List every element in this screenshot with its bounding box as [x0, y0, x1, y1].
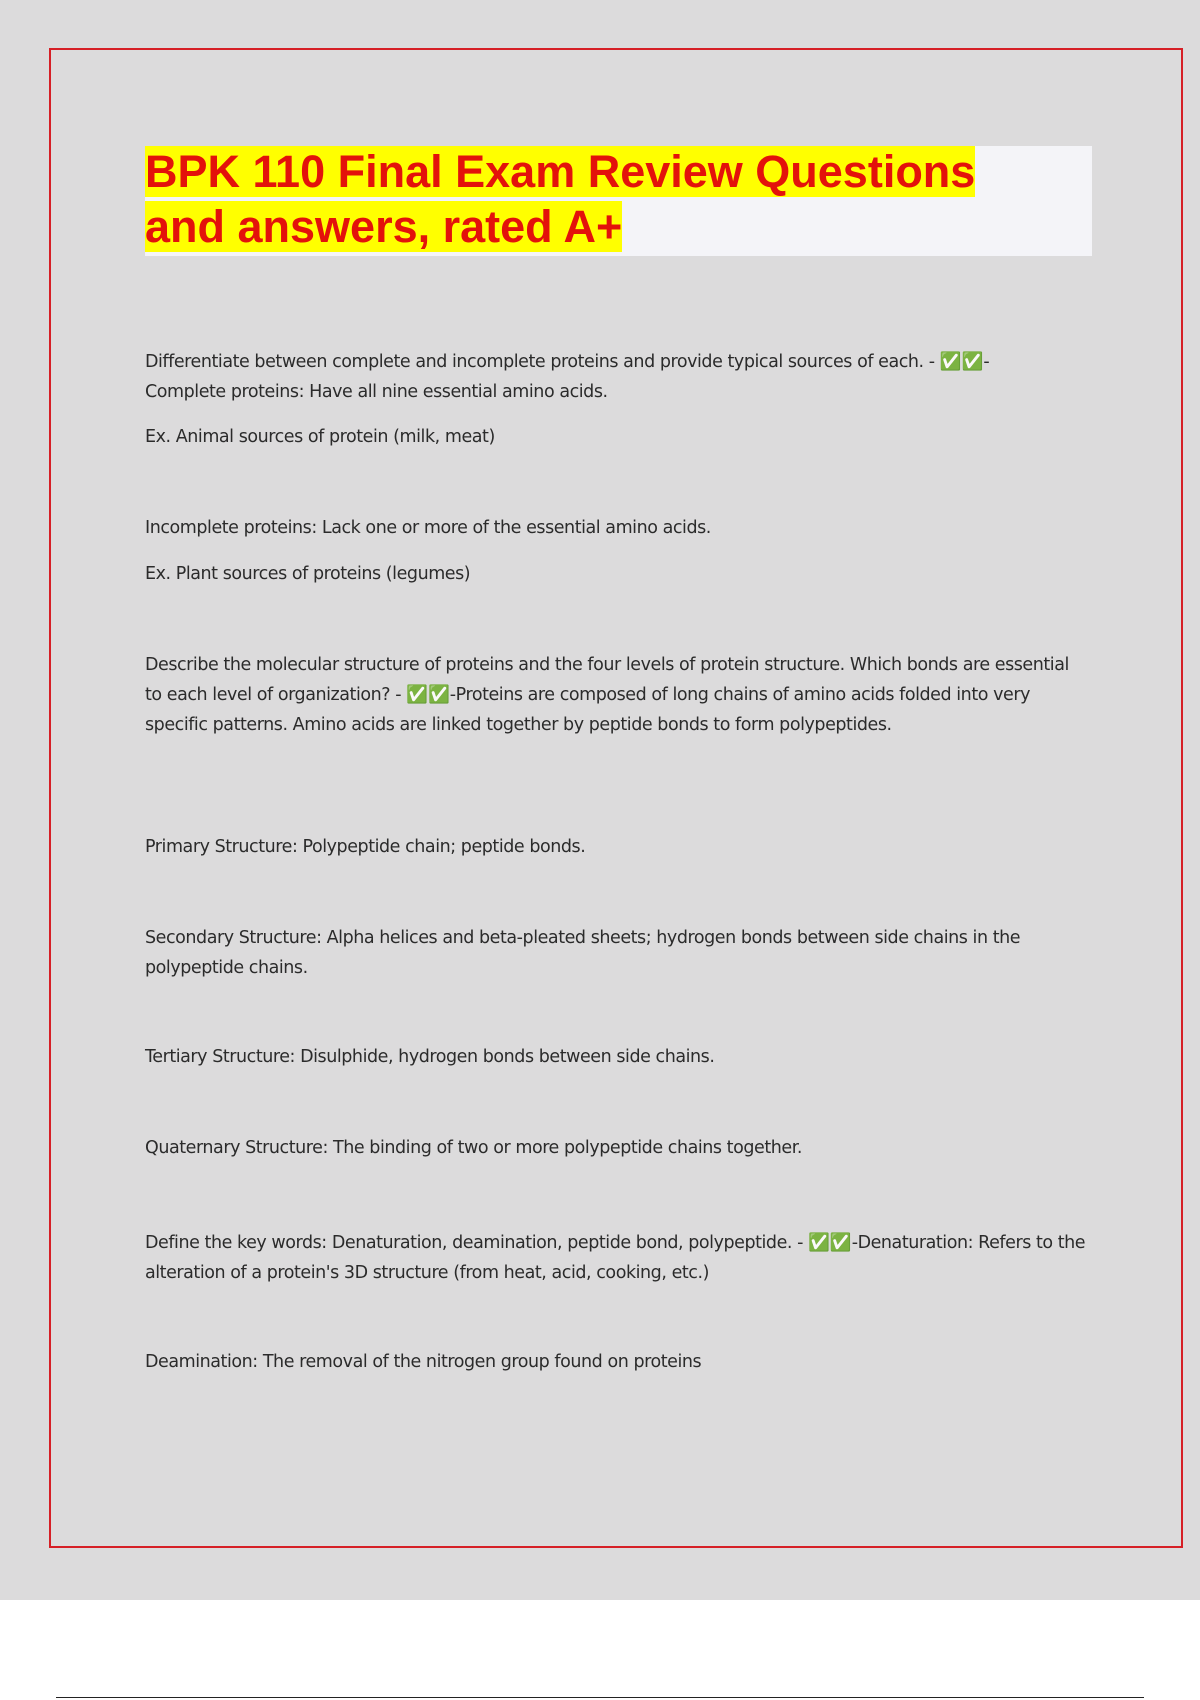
answer-1-complete-proteins: Complete proteins: Have all nine essential amino acids. [145, 382, 608, 402]
footer-divider [56, 1697, 1144, 1698]
double-check-icon: ✅✅ [808, 1233, 852, 1253]
double-check-icon: ✅✅ [939, 352, 984, 372]
question-1-text: Differentiate between complete and incomplete proteins and provide typical sources of each. - [145, 352, 940, 372]
question-1-separator: - [983, 352, 990, 372]
answer-3-text: -Denaturation: Refers to the alteration of a protein's 3D structure (from heat, acid, cooking, etc.) [145, 1233, 1086, 1283]
deamination-line: Deamination: The removal of the nitrogen group found on proteins [145, 1352, 702, 1372]
title-line-1: BPK 110 Final Exam Review Questions [145, 146, 976, 197]
document-title [145, 144, 1075, 254]
answer-2-text: -Proteins are composed of long chains of amino acids folded into very specific patterns. Amino acids are linked together by peptide bonds to form polypeptides. [145, 685, 1030, 735]
question-3-text: Define the key words: Denaturation, deamination, peptide bond, polypeptide. - [145, 1233, 809, 1253]
answer-1-incomplete-proteins: Incomplete proteins: Lack one or more of the essential amino acids. [145, 518, 711, 538]
answer-1-example-plant: Ex. Plant sources of proteins (legumes) [145, 564, 471, 584]
primary-structure-line: Primary Structure: Polypeptide chain; peptide bonds. [145, 837, 586, 857]
question-2-paragraph [145, 650, 1090, 740]
document-border [49, 48, 1183, 1548]
question-3-paragraph [145, 1228, 1090, 1288]
question-1-prompt [145, 347, 989, 377]
secondary-structure-line: Secondary Structure: Alpha helices and beta-pleated sheets; hydrogen bonds between side chains in the polypeptide chains. [145, 928, 1021, 978]
question-2-text: Describe the molecular structure of proteins and the four levels of protein structure. Which bonds are essential to each level of organization? - [145, 655, 1069, 705]
quaternary-structure-line: Quaternary Structure: The binding of two or more polypeptide chains together. [145, 1138, 802, 1158]
double-check-icon: ✅✅ [406, 685, 450, 705]
answer-1-example-animal: Ex. Animal sources of protein (milk, meat) [145, 427, 495, 447]
title-line-2: and answers, rated A+ [145, 201, 623, 252]
tertiary-structure-line: Tertiary Structure: Disulphide, hydrogen bonds between side chains. [145, 1047, 715, 1067]
